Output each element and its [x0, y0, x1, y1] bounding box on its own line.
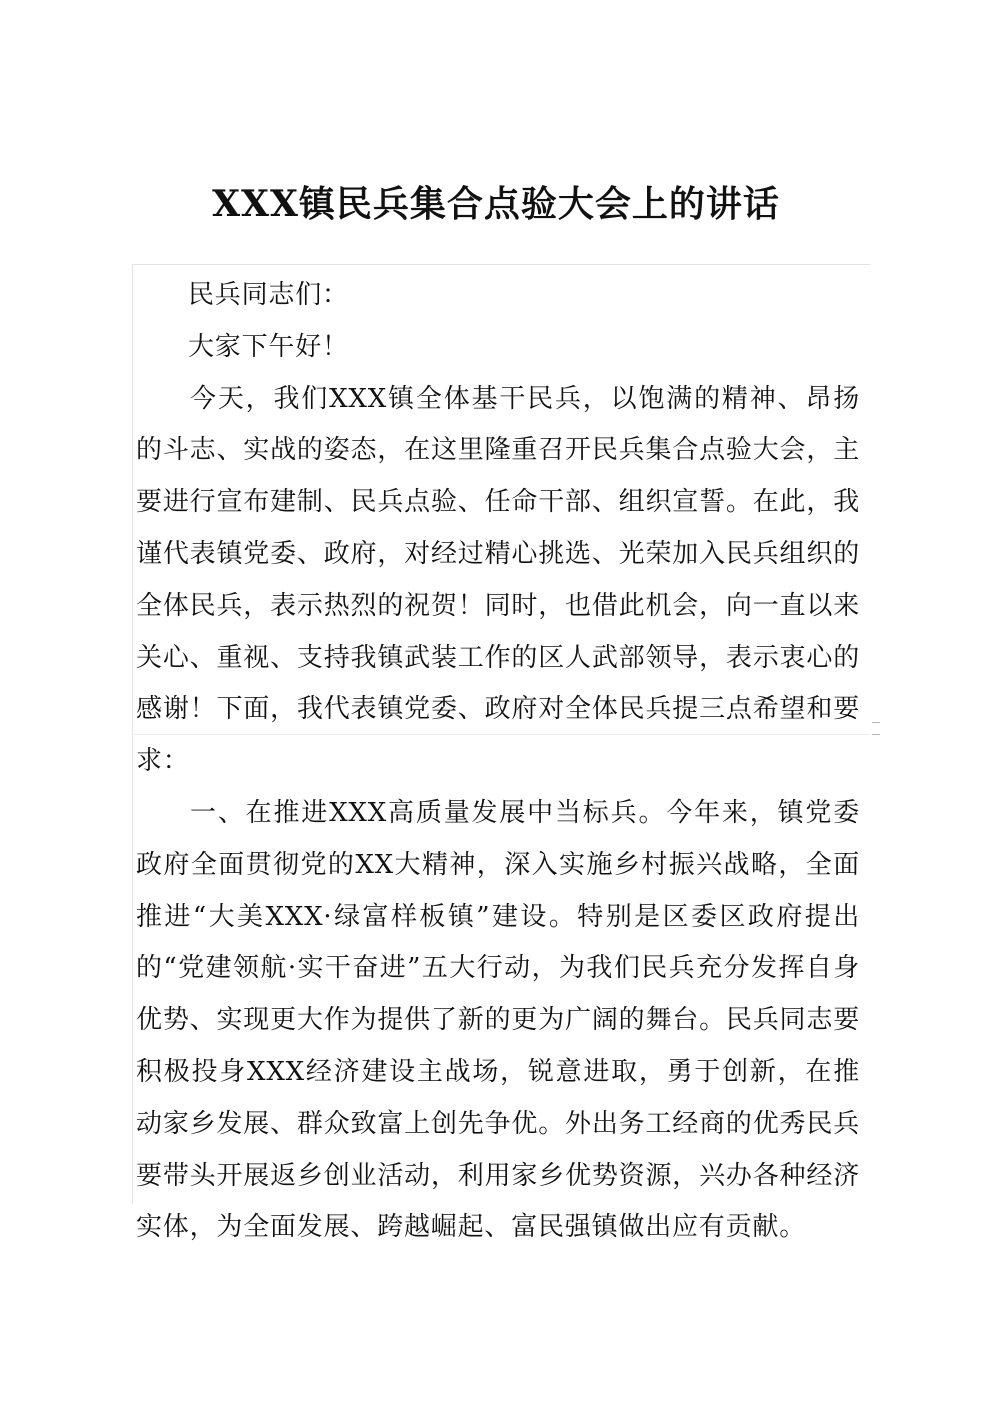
paragraph-point-one: 一、在推进XXX高质量发展中当标兵。今年来，镇党委政府全面贯彻党的XX大精神，深入实施乡村振兴战略，全面推进“大美XXX·绿富样板镇”建设。特别是区委区政府提出的“党建领航·实干奋进”五大行动，为我们民兵充分发挥自身优势、实现更大作为提供了新的更为广阔的舞台。民兵同志要积极投身XXX经济建设主战场，锐意进取，勇于创新，在推动家乡发展、群众致富上创先争优。外出务工经商的优秀民兵要带头开展返乡创业活动，利用家乡优势资源，兴办各种经济实体，为全面发展、跨越崛起、富民强镇做出应有贡献。	[136, 797, 860, 1243]
document-title: XXX镇民兵集合点验大会上的讲话	[212, 183, 780, 225]
paragraph-opening: 今天，我们XXX镇全体基干民兵，以饱满的精神、昂扬的斗志、实战的姿态，在这里隆重召开民兵集合点验大会，主要进行宣布建制、民兵点验、任命干部、组织宣誓。在此，我谨代表镇党委、政府，对经过精心挑选、光荣加入民兵组织的全体民兵，表示热烈的祝贺！同时，也借此机会，向一直以来关心、重视、支持我镇武装工作的区人武部领导，表示衷心的感谢！下面，我代表镇党委、政府对全体民兵提三点希望和要求：	[136, 383, 860, 777]
text-frame-top-line	[132, 264, 870, 265]
salutation: 民兵同志们：	[188, 280, 349, 310]
document-body	[136, 270, 860, 1254]
margin-mark	[872, 722, 880, 723]
greeting: 大家下午好！	[188, 331, 349, 362]
margin-mark	[872, 734, 880, 735]
